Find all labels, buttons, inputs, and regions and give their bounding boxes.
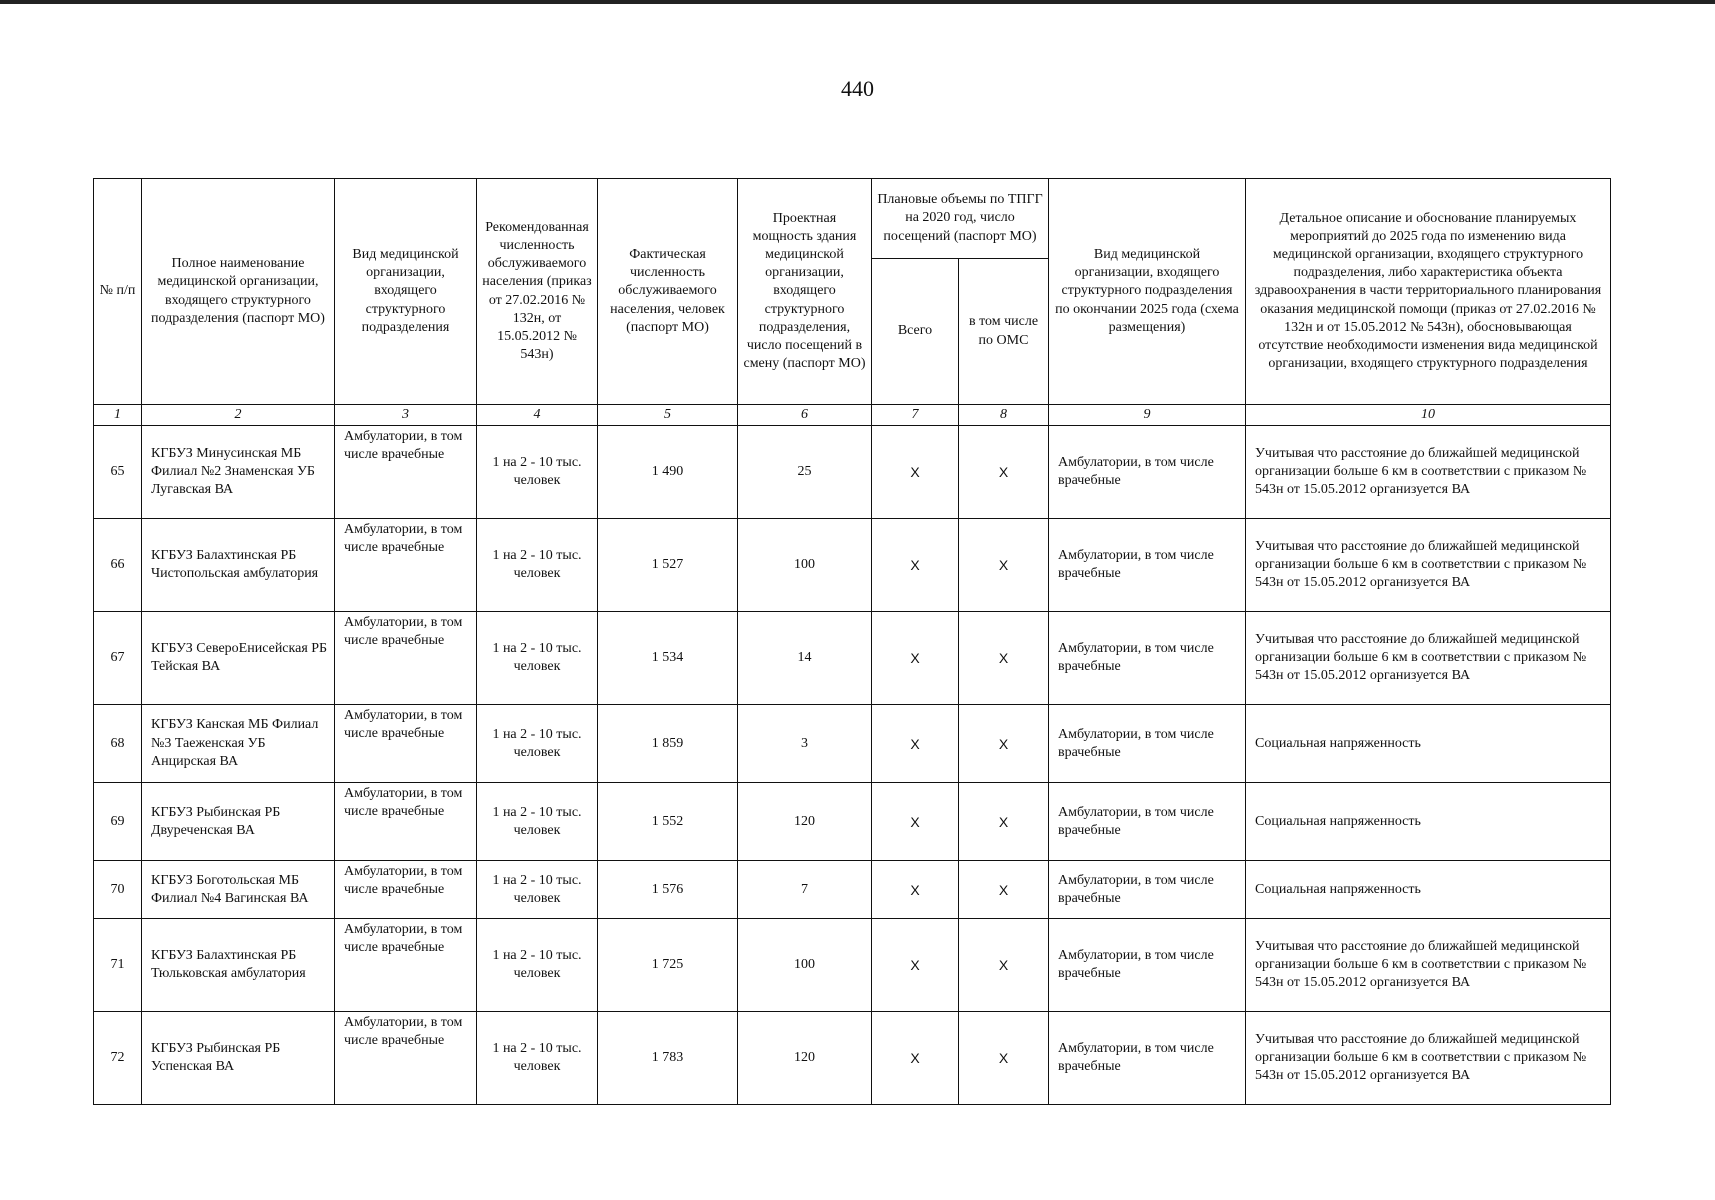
table-row (94, 919, 1611, 1012)
cell-org-kind: Амбулатории, в том числе врачебные (335, 705, 477, 783)
cell-actual: 1 725 (598, 919, 738, 1012)
cell-justification: Социальная напряженность (1246, 783, 1611, 861)
cell-oms: Х (959, 612, 1049, 705)
column-number: 5 (598, 405, 738, 426)
cell-number: 65 (94, 426, 142, 519)
cell-justification: Учитывая что расстояние до ближайшей медицинской организации больше 6 км в соответствии с приказом № 543н от 15.05.2012 организуется ВА (1246, 426, 1611, 519)
cell-total: Х (872, 861, 959, 919)
table-row (94, 861, 1611, 919)
header-design-capacity: Проектная мощность здания медицинской организации, входящего структурного подразделения, число посещений в смену (паспорт МО) (738, 179, 872, 405)
cell-org-name: КГБУЗ Балахтинская РБ Тюльковская амбулатория (142, 919, 335, 1012)
cell-org-name: КГБУЗ СевероЕнисейская РБ Тейская ВА (142, 612, 335, 705)
top-border-rule (0, 0, 1715, 4)
cell-org-kind: Амбулатории, в том числе врачебные (335, 426, 477, 519)
cell-total: Х (872, 919, 959, 1012)
cell-org-kind-2025: Амбулатории, в том числе врачебные (1049, 519, 1246, 612)
cell-org-kind: Амбулатории, в том числе врачебные (335, 919, 477, 1012)
cell-actual: 1 527 (598, 519, 738, 612)
table-row (94, 783, 1611, 861)
cell-recommended: 1 на 2 - 10 тыс. человек (477, 861, 598, 919)
cell-actual: 1 576 (598, 861, 738, 919)
column-number: 6 (738, 405, 872, 426)
cell-recommended: 1 на 2 - 10 тыс. человек (477, 919, 598, 1012)
cell-oms: Х (959, 705, 1049, 783)
cell-number: 68 (94, 705, 142, 783)
cell-org-name: КГБУЗ Минусинская МБ Филиал №2 Знаменская УБ Лугавская ВА (142, 426, 335, 519)
cell-total: Х (872, 705, 959, 783)
cell-recommended: 1 на 2 - 10 тыс. человек (477, 426, 598, 519)
cell-org-kind-2025: Амбулатории, в том числе врачебные (1049, 426, 1246, 519)
header-oms: в том числе по ОМС (959, 259, 1049, 405)
table-row (94, 612, 1611, 705)
cell-oms: Х (959, 426, 1049, 519)
cell-recommended: 1 на 2 - 10 тыс. человек (477, 783, 598, 861)
column-number: 2 (142, 405, 335, 426)
cell-org-name: КГБУЗ Канская МБ Филиал №3 Таеженская УБ Анцирская ВА (142, 705, 335, 783)
cell-actual: 1 552 (598, 783, 738, 861)
cell-org-name: КГБУЗ Рыбинская РБ Успенская ВА (142, 1012, 335, 1105)
cell-number: 72 (94, 1012, 142, 1105)
medical-organizations-table (93, 178, 1611, 1105)
cell-org-kind-2025: Амбулатории, в том числе врачебные (1049, 783, 1246, 861)
header-total: Всего (872, 259, 959, 405)
cell-total: Х (872, 519, 959, 612)
column-number: 4 (477, 405, 598, 426)
cell-number: 69 (94, 783, 142, 861)
cell-total: Х (872, 783, 959, 861)
cell-oms: Х (959, 1012, 1049, 1105)
cell-capacity: 120 (738, 1012, 872, 1105)
cell-justification: Социальная напряженность (1246, 861, 1611, 919)
cell-number: 66 (94, 519, 142, 612)
header-justification: Детальное описание и обоснование планируемых мероприятий до 2025 года по изменению вида медицинской организации, входящего структурного подразделения, либо характеристика объекта здравоохранения в части территориального планирования оказания медицинской помощи (приказ от 27.02.2016 № 132н и от 15.05.2012 № 543н), обосновывающая отсутствие необходимости изменения вида медицинской организации, входящего структурного подразделения (1246, 179, 1611, 405)
column-number: 7 (872, 405, 959, 426)
cell-capacity: 3 (738, 705, 872, 783)
header-number: № п/п (94, 179, 142, 405)
cell-capacity: 100 (738, 919, 872, 1012)
table-row (94, 519, 1611, 612)
column-number: 3 (335, 405, 477, 426)
cell-number: 67 (94, 612, 142, 705)
cell-org-kind-2025: Амбулатории, в том числе врачебные (1049, 919, 1246, 1012)
cell-recommended: 1 на 2 - 10 тыс. человек (477, 1012, 598, 1105)
cell-recommended: 1 на 2 - 10 тыс. человек (477, 705, 598, 783)
cell-capacity: 14 (738, 612, 872, 705)
header-org-kind: Вид медицинской организации, входящего структурного подразделения (335, 179, 477, 405)
cell-total: Х (872, 426, 959, 519)
cell-recommended: 1 на 2 - 10 тыс. человек (477, 519, 598, 612)
cell-oms: Х (959, 861, 1049, 919)
cell-actual: 1 783 (598, 1012, 738, 1105)
cell-org-name: КГБУЗ Балахтинская РБ Чистопольская амбулатория (142, 519, 335, 612)
table-row (94, 1012, 1611, 1105)
cell-total: Х (872, 1012, 959, 1105)
cell-org-kind: Амбулатории, в том числе врачебные (335, 612, 477, 705)
cell-org-kind-2025: Амбулатории, в том числе врачебные (1049, 705, 1246, 783)
cell-org-kind: Амбулатории, в том числе врачебные (335, 1012, 477, 1105)
cell-recommended: 1 на 2 - 10 тыс. человек (477, 612, 598, 705)
cell-number: 70 (94, 861, 142, 919)
cell-org-kind-2025: Амбулатории, в том числе врачебные (1049, 612, 1246, 705)
cell-org-kind-2025: Амбулатории, в том числе врачебные (1049, 861, 1246, 919)
cell-org-name: КГБУЗ Боготольская МБ Филиал №4 Вагинская ВА (142, 861, 335, 919)
cell-number: 71 (94, 919, 142, 1012)
table-row (94, 705, 1611, 783)
column-number: 10 (1246, 405, 1611, 426)
header-actual-population: Фактическая численность обслуживаемого населения, человек (паспорт МО) (598, 179, 738, 405)
column-number: 9 (1049, 405, 1246, 426)
column-numbers-row (94, 405, 1611, 426)
cell-total: Х (872, 612, 959, 705)
cell-capacity: 25 (738, 426, 872, 519)
cell-capacity: 120 (738, 783, 872, 861)
column-number: 1 (94, 405, 142, 426)
cell-justification: Учитывая что расстояние до ближайшей медицинской организации больше 6 км в соответствии с приказом № 543н от 15.05.2012 организуется ВА (1246, 919, 1611, 1012)
cell-org-kind: Амбулатории, в том числе врачебные (335, 861, 477, 919)
cell-justification: Учитывая что расстояние до ближайшей медицинской организации больше 6 км в соответствии с приказом № 543н от 15.05.2012 организуется ВА (1246, 519, 1611, 612)
table-row (94, 426, 1611, 519)
page-number: 440 (841, 76, 874, 101)
cell-actual: 1 490 (598, 426, 738, 519)
cell-capacity: 100 (738, 519, 872, 612)
cell-justification: Социальная напряженность (1246, 705, 1611, 783)
cell-org-kind-2025: Амбулатории, в том числе врачебные (1049, 1012, 1246, 1105)
cell-oms: Х (959, 783, 1049, 861)
cell-oms: Х (959, 519, 1049, 612)
cell-actual: 1 859 (598, 705, 738, 783)
cell-org-kind: Амбулатории, в том числе врачебные (335, 519, 477, 612)
header-planned-volumes: Плановые объемы по ТПГГ на 2020 год, число посещений (паспорт МО) (872, 179, 1049, 259)
cell-capacity: 7 (738, 861, 872, 919)
cell-justification: Учитывая что расстояние до ближайшей медицинской организации больше 6 км в соответствии с приказом № 543н от 15.05.2012 организуется ВА (1246, 612, 1611, 705)
column-number: 8 (959, 405, 1049, 426)
header-recommended-population: Рекомендованная численность обслуживаемого населения (приказ от 27.02.2016 № 132н, от 15.05.2012 № 543н) (477, 179, 598, 405)
cell-actual: 1 534 (598, 612, 738, 705)
header-org-kind-2025: Вид медицинской организации, входящего структурного подразделения по окончании 2025 года (схема размещения) (1049, 179, 1246, 405)
cell-org-name: КГБУЗ Рыбинская РБ Двуреченская ВА (142, 783, 335, 861)
header-full-name: Полное наименование медицинской организации, входящего структурного подразделения (паспорт МО) (142, 179, 335, 405)
cell-org-kind: Амбулатории, в том числе врачебные (335, 783, 477, 861)
cell-oms: Х (959, 919, 1049, 1012)
cell-justification: Учитывая что расстояние до ближайшей медицинской организации больше 6 км в соответствии с приказом № 543н от 15.05.2012 организуется ВА (1246, 1012, 1611, 1105)
